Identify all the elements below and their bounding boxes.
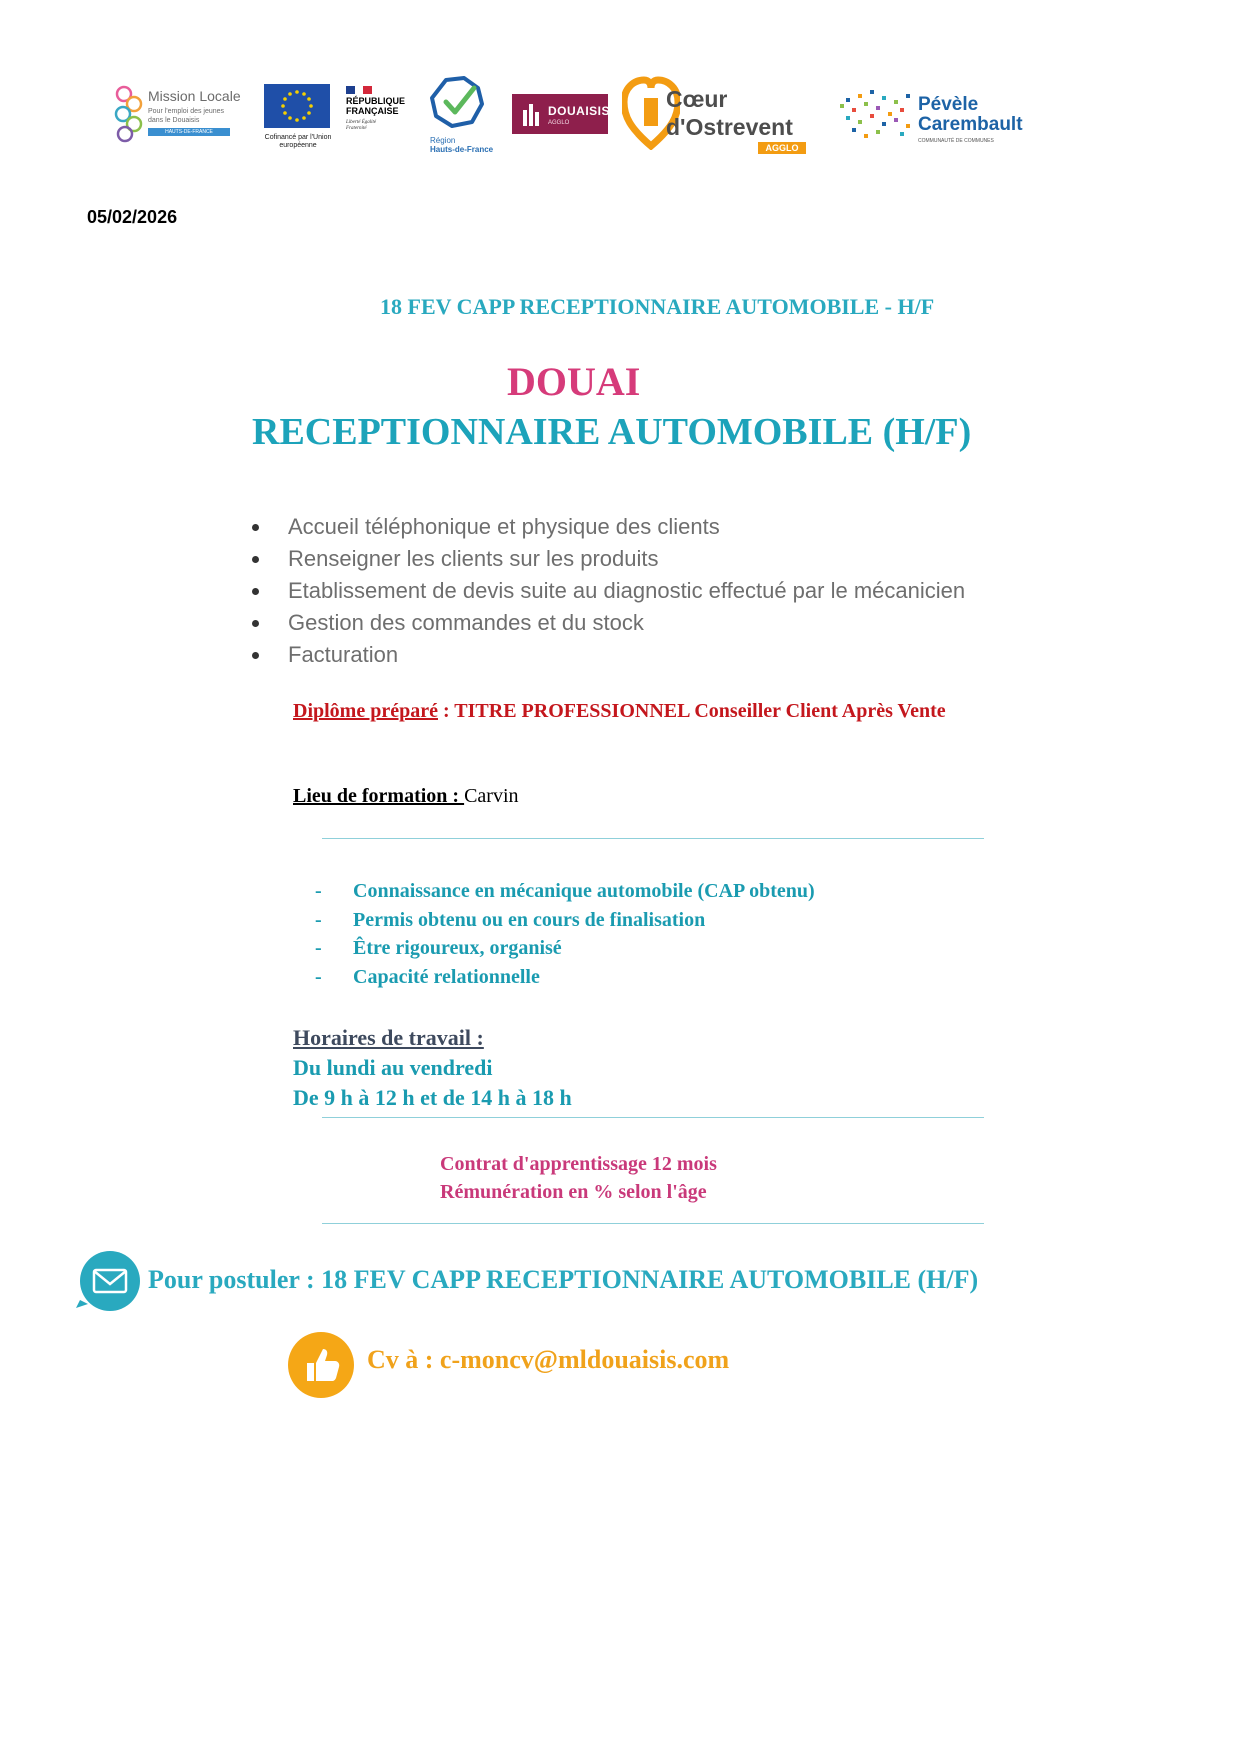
coeur-ostrevent-line2: d'Ostrevent xyxy=(666,114,793,140)
pevele-carembault-logo xyxy=(836,72,1032,162)
task-item: Etablissement de devis suite au diagnostic effectué par le mécanicien xyxy=(252,575,965,607)
mission-locale-logo xyxy=(100,72,240,162)
training-place-value: Carvin xyxy=(464,785,519,807)
task-item: Accueil téléphonique et physique des clients xyxy=(252,511,965,543)
pevele-line1: Pévèle xyxy=(918,94,979,115)
republique-motto: Liberté Égalité Fraternité xyxy=(346,120,377,131)
douaisis-sub: AGGLO xyxy=(548,120,570,126)
task-item: Renseigner les clients sur les produits xyxy=(252,543,965,575)
eu-flag-icon xyxy=(264,84,330,128)
mission-locale-rings-icon xyxy=(114,84,148,144)
coeur-ostrevent-line1: Cœur xyxy=(666,86,728,112)
work-hours-days: Du lundi au vendredi xyxy=(293,1055,493,1080)
mission-locale-name: Mission Locale xyxy=(148,88,241,104)
task-list xyxy=(252,511,965,671)
mission-locale-band: HAUTS-DE-FRANCE xyxy=(148,128,230,136)
divider xyxy=(322,838,984,839)
cv-contact: Cv à : c-moncv@mldouaisis.com xyxy=(367,1345,730,1374)
training-place-block xyxy=(293,782,519,811)
region-label-2: Hauts-de-France xyxy=(430,145,494,154)
diploma-value: : TITRE PROFESSIONNEL Conseiller Client Après Vente xyxy=(437,700,946,722)
region-label-1: Région xyxy=(430,136,456,145)
partner-logos xyxy=(100,72,1040,162)
work-hours-times: De 9 h à 12 h et de 14 h à 18 h xyxy=(293,1085,572,1110)
contract-block xyxy=(440,1150,717,1206)
task-item: Gestion des commandes et du stock xyxy=(252,607,965,639)
requirements-list xyxy=(315,877,815,991)
eu-logo xyxy=(264,72,340,162)
training-place-label: Lieu de formation : xyxy=(293,785,465,807)
divider xyxy=(322,1223,984,1224)
douaisis-agglo-logo xyxy=(512,72,612,162)
requirement-item: - Permis obtenu ou en cours de finalisation xyxy=(315,906,815,935)
pevele-line2: Carembault xyxy=(918,114,1023,135)
region-map-check-icon xyxy=(426,76,486,130)
diploma-label: Diplôme préparé xyxy=(293,700,438,722)
mission-locale-tagline-1: Pour l'emploi des jeunes xyxy=(148,108,225,115)
requirement-item: - Être rigoureux, organisé xyxy=(315,934,815,963)
republique-francaise-logo xyxy=(346,72,416,162)
divider xyxy=(322,1117,984,1118)
contract-pay: Rémunération en % selon l'âge xyxy=(440,1181,707,1203)
diploma-block xyxy=(293,697,1013,726)
pevele-sub: COMMUNAUTÉ DE COMMUNES xyxy=(918,138,994,144)
mission-locale-tagline-2: dans le Douaisis xyxy=(148,117,200,124)
offer-reference: 18 FEV CAPP RECEPTIONNAIRE AUTOMOBILE - H/F xyxy=(380,294,935,319)
douaisis-name: DOUAISIS xyxy=(548,104,611,118)
requirement-item: - Capacité relationnelle xyxy=(315,963,815,992)
marianne-icon xyxy=(346,86,372,94)
republique-title-1: RÉPUBLIQUE xyxy=(346,96,406,106)
thumbs-up-icon xyxy=(287,1331,355,1399)
city-heading: DOUAI xyxy=(507,359,641,404)
coeur-ostrevent-logo xyxy=(622,72,818,162)
pevele-dots-icon xyxy=(836,84,916,144)
coeur-ostrevent-badge: AGGLO xyxy=(758,142,806,154)
task-item: Facturation xyxy=(252,639,965,671)
contract-type: Contrat d'apprentissage 12 mois xyxy=(440,1153,717,1175)
envelope-icon xyxy=(74,1248,140,1314)
document-date: 05/02/2026 xyxy=(87,207,178,227)
republique-title-2: FRANÇAISE xyxy=(346,106,399,116)
apply-instruction: Pour postuler : 18 FEV CAPP RECEPTIONNAIRE AUTOMOBILE (H/F) xyxy=(148,1265,979,1294)
douaisis-belfry-icon xyxy=(520,102,542,126)
work-hours-block xyxy=(293,1023,572,1113)
work-hours-label: Horaires de travail : xyxy=(293,1025,484,1050)
job-title: RECEPTIONNAIRE AUTOMOBILE (H/F) xyxy=(252,411,972,453)
eu-caption: Cofinancé par l'Union européenne xyxy=(264,134,332,149)
requirement-item: - Connaissance en mécanique automobile (CAP obtenu) xyxy=(315,877,815,906)
region-hdf-logo xyxy=(418,72,502,162)
